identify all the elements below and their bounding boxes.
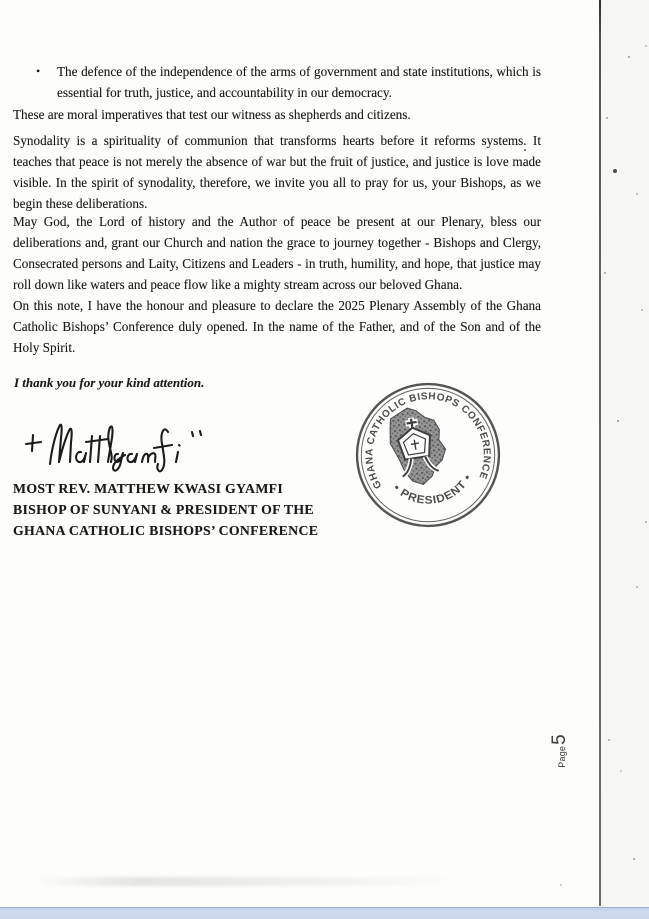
paragraph-may-god: May God, the Lord of history and the Author of peace be present at our Plenary, bless our deliberations and, grant our Church and nation the grace to journey together - Bishops and Clergy, Consecrated persons and Laity, Citizens and Leaders - in truth, humility, and hope, that justice may roll down like waters and peace flow like a mighty stream across our beloved Ghana. <box>13 214 541 292</box>
signature-stroke <box>26 425 201 472</box>
scan-edge-line <box>599 0 601 906</box>
signatory-title-line-2: GHANA CATHOLIC BISHOPS’ CONFERENCE <box>13 523 319 538</box>
scan-specks <box>0 0 2 2</box>
page-number-label <box>549 728 571 774</box>
paragraph-moral-imperatives: These are moral imperatives that test our witness as shepherds and citizens. <box>13 107 411 122</box>
signatory-title-line-1: BISHOP OF SUNYANI & PRESIDENT OF THE <box>13 502 314 517</box>
seal-bottom-text: • PRESIDENT • <box>390 472 475 507</box>
page-number-value: 5 <box>549 734 570 745</box>
paragraph-synodality: Synodality is a spirituality of communion that transforms hearts before it reforms systems. It teaches that peace is not merely the absence of war but the fruit of justice, and justice is love made visible. In the spirit of synodality, therefore, we invite you all to pray for us, your Bishops, as we begin these deliberations. <box>13 133 541 211</box>
bullet-item-text: The defence of the independence of the arms of government and state institutions, which is essential for truth, justice, and accountability in our democracy. <box>57 64 541 100</box>
seal-arc-text: GHANA CATHOLIC BISHOPS CONFERENCE <box>364 391 492 491</box>
closing-line: I thank you for your kind attention. <box>14 375 205 390</box>
bullet-item <box>36 61 541 103</box>
bullet-marker: • <box>36 64 41 78</box>
paragraph-declaration: On this note, I have the honour and pleasure to declare the 2025 Plenary Assembly of the Ghana Catholic Bishops’ Conference duly opened. In the name of the Father, and of the Son and of the Holy Spirit. <box>13 298 541 355</box>
horizontal-scrollbar[interactable] <box>0 907 649 919</box>
page-number-prefix: Page <box>557 745 567 768</box>
scan-smudge <box>35 877 505 886</box>
signature-handwriting <box>14 414 214 478</box>
signatory-name: MOST REV. MATTHEW KWASI GYAMFI <box>13 481 284 496</box>
presidential-seal <box>352 379 504 531</box>
scan-background-strip <box>601 0 649 907</box>
